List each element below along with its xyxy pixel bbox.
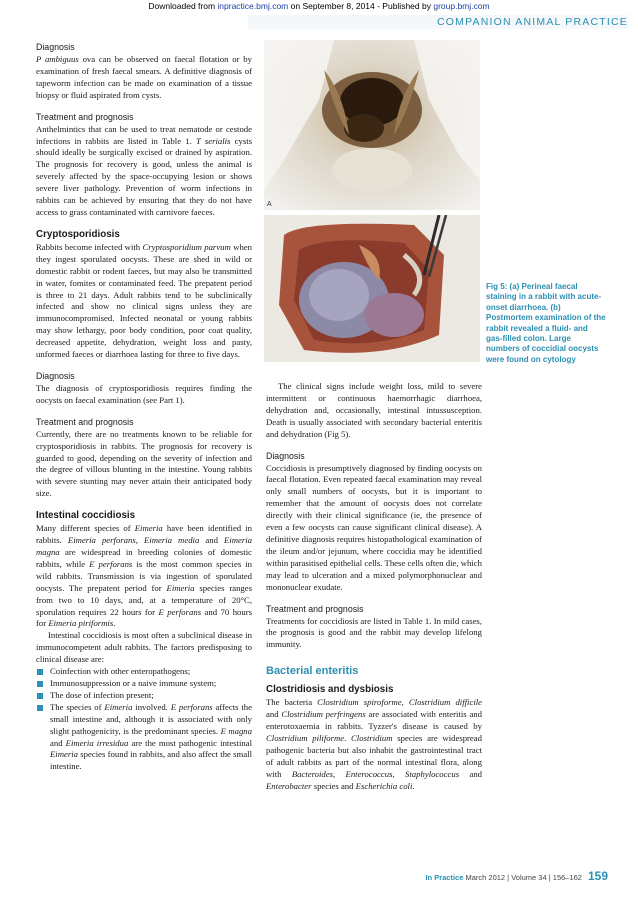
left-column (36, 42, 252, 773)
perineal-staining-image (264, 40, 480, 210)
list-item: Coinfection with other enteropathogens; (36, 666, 252, 678)
group-bmj-link[interactable]: group.bmj.com (433, 1, 490, 11)
coccidiosis-heading: Intestinal coccidiosis (36, 510, 136, 522)
crypto-diagnosis-heading: Diagnosis (36, 370, 75, 381)
page-number: 159 (587, 869, 608, 883)
issue-info: March 2012 | Volume 34 | 156–162 (463, 873, 582, 882)
journal-name: In Practice (425, 873, 464, 882)
coccidiosis-diagnosis-heading: Diagnosis (266, 450, 305, 461)
crypto-diagnosis-text: The diagnosis of cryptosporidiosis requires finding the oocysts on faecal examination (see Part 1). (36, 382, 252, 405)
coccidiosis-treatment-heading: Treatment and prognosis (266, 603, 364, 614)
coccidiosis-diagnosis-text: Coccidiosis is presumptively diagnosed by finding oocysts on faecal flotation. Even repeated faecal examination may reveal only small numbers of oocysts, but it is important to remember that the amount of oocysts does not correlate directly with their clinical significance (ie, the presence of even a few oocysts can cause significant clinical disease). A definitive diagnosis requires histopathological examination of the ileum and/or jejunum, where coccidia may be identified within parasitised epithelial cells. These cells often die, which may lead to ulceration and a mixed polymorphonuclear and mononuclear exudate. (266, 462, 482, 592)
coccidiosis-text-2: Intestinal coccidiosis is most often a subclinical disease in immunocompetent adult rabbits. The factors predisposing to clinical disease are: (36, 630, 252, 665)
treatment-text: Anthelmintics that can be used to treat nematode or cestode infections in rabbits are listed in Table 1. T serialis cysts should ideally be surgically excised or drained by aspiration. The prognosis for recovery is good, unless the animal is severely affected by the space-occupying lesion or shows severe liver pathology. Prevention of worm infections in rabbits can be achieved by ensuring that they do not have access to grass contaminated with carnivore faeces. (36, 123, 253, 217)
figure-label-a: A (267, 201, 272, 208)
treatment-heading: Treatment and prognosis (36, 111, 134, 122)
postmortem-colon-image (264, 215, 480, 362)
figure-5a-photo (264, 40, 480, 210)
clostridiosis-heading: Clostridiosis and dysbiosis (266, 684, 394, 696)
list-item: Immunosuppression or a naive immune system; (36, 678, 252, 690)
crypto-treatment-heading: Treatment and prognosis (36, 416, 134, 427)
coccidiosis-treatment-text: Treatments for coccidiosis are listed in Table 1. In mild cases, the prognosis is good and the rabbit may develop lifelong immunity. (266, 615, 482, 650)
list-item: The species of Eimeria involved. E perforans affects the small intestine and, although it is associated with only slight pathogenicity, is the predominant species. E magna and Eimeria irresidua are the most pathogenic intestinal Eimeria species found in rabbits, and also affect the small intestine. (36, 702, 252, 773)
coccidiosis-text: Many different species of Eimeria have been identified in rabbits. Eimeria perforans, Eimeria media and Eimeria magna are widespread in breeding colonies of domestic rabbits, while E perforans is the most common species in wild rabbits. Transmission is via ingestion of sporulated oocysts. The prepatent period for Eimeria species ranges from two to 10 days, and, at a temperature of 20°C, sporulation requires 22 hours for E perforans and 70 hours for Eimeria piriformis. (36, 523, 252, 629)
section-header: COMPANION ANIMAL PRACTICE (248, 15, 628, 29)
list-item: The dose of infection present; (36, 690, 252, 702)
diagnosis-heading: Diagnosis (36, 42, 75, 52)
figure-5b-photo (264, 215, 480, 362)
download-banner: Downloaded from inpractice.bmj.com on September 8, 2014 - Published by group.bmj.com (148, 1, 490, 11)
clinical-signs-text: The clinical signs include weight loss, mild to severe intermittent or continuous haemorrhagic diarrhoea, dehydration and, occasionally, intestinal intussusception. Death is usually associated with secondary bacterial enteritis and dehydration (Fig 5). (266, 381, 482, 439)
crypto-treatment-text: Currently, there are no treatments known to be reliable for cryptosporidiosis in rabbits. The prognosis for recovery is guarded to good, depending on the severity of infection and the degree of villous blunting in the intestine. Young rabbits with severe stunting may never attain their anticipated body size. (36, 428, 252, 499)
figure-caption: Fig 5: (a) Perineal faecal staining in a rabbit with acute-onset diarrhoea. (b) Postmortem examination of the rabbit revealed a fluid- and gas-filled colon. Large numbers of coccidial oocysts were found on cytology (486, 282, 606, 364)
clostridiosis-text: The bacteria Clostridium spiroforme, Clostridium difficile and Clostridium perfringens are associated with enteritis and enterotoxaemia in rabbits. Tyzzer's disease is caused by Clostridium piliforme. Clostridium species are widespread pathogenic bacteria but also inhabit the gastrointestinal tract of adult rabbits as part of the normal intestinal flora, along with Bacteroides, Enterococcus, Staphylococcus and Enterobacter species and Escherichia coli. (266, 697, 483, 791)
page-footer (425, 869, 608, 883)
predisposing-factors-list (36, 666, 252, 773)
figure-label-b: B (267, 353, 272, 360)
diagnosis-text: P ambiguus ova can be observed on faecal flotation or by examination of fresh faecal smears. A definitive diagnosis of tapeworm infection can be made on examination of a tissue biopsy or fluid aspirated from cysts. (36, 54, 252, 100)
cryptosporidiosis-text: Rabbits become infected with Cryptosporidium parvum when they ingest sporulated oocysts. These are shed in wild or domestic rabbit or rodent faeces, but may also be transmitted in water, fomites or contaminated feed. The prepatent period is three to 21 days. Adult rabbits tend to be subclinically infected and show no clinical signs unless they are immunocompromised. Infected neonatal or young rabbits may show lethargy, poor body condition, poor coat quality, decreased appetite, dehydration, weight loss and pasty, unformed faeces or diarrhoea lasting for three to five days. (36, 241, 252, 360)
cryptosporidiosis-heading: Cryptosporidiosis (36, 228, 120, 240)
bacterial-enteritis-heading: Bacterial enteritis (266, 665, 359, 678)
inpractice-link[interactable]: inpractice.bmj.com (217, 1, 289, 11)
right-column (266, 381, 482, 792)
